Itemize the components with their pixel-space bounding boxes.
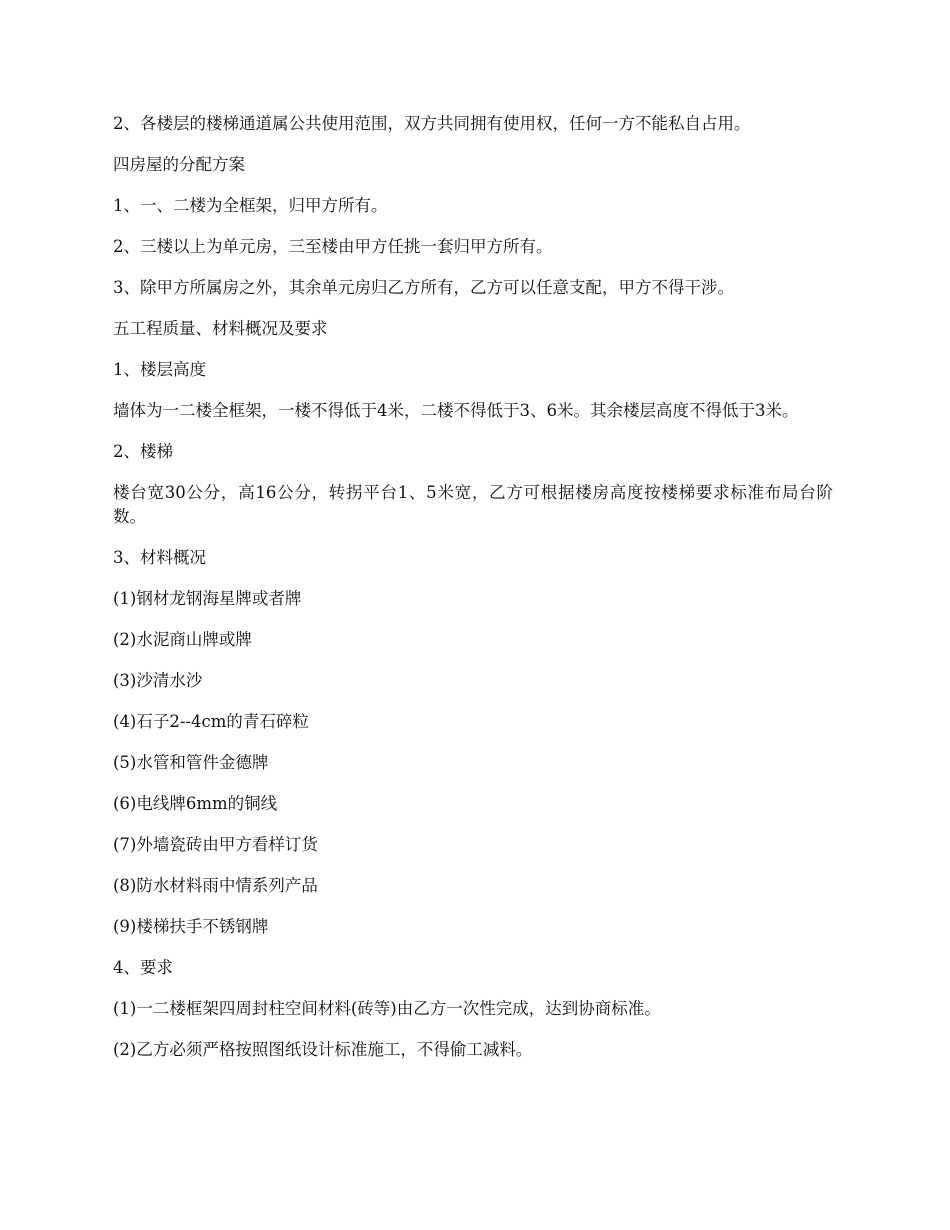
subheading-requirements: 4、要求 (113, 958, 173, 977)
list-item-exterior-tiles: (7)外墙瓷砖由甲方看样订货 (113, 835, 318, 854)
list-item-steel: (1)钢材龙钢海星牌或者牌 (113, 589, 302, 608)
list-item-handrail: (9)楼梯扶手不锈钢牌 (113, 917, 269, 936)
list-item-wiring: (6)电线牌6mm的铜线 (113, 794, 278, 813)
paragraph-floors-one-two: 1、一、二楼为全框架，归甲方所有。 (113, 196, 388, 215)
document-body (113, 112, 833, 1079)
subheading-materials: 3、材料概况 (113, 548, 206, 567)
subheading-stairs: 2、楼梯 (113, 442, 173, 461)
requirement-item-enclosure: (1)一二楼框架四周封柱空间材料(砖等)由乙方一次性完成，达到协商标准。 (113, 999, 661, 1018)
list-item-waterproofing: (8)防水材料雨中情系列产品 (113, 876, 318, 895)
list-item-water-pipes: (5)水管和管件金德牌 (113, 753, 269, 772)
subheading-floor-height: 1、楼层高度 (113, 360, 206, 379)
list-item-gravel: (4)石子2--4cm的青石碎粒 (113, 712, 309, 731)
paragraph-stairs-detail: 楼台宽30公分，高16公分，转拐平台1、5米宽，乙方可根据楼房高度按楼梯要求标准布局台阶数。 (113, 483, 833, 526)
list-item-sand: (3)沙清水沙 (113, 671, 203, 690)
list-item-cement: (2)水泥商山牌或牌 (113, 630, 252, 649)
paragraph-floor-height-detail: 墙体为一二楼全框架，一楼不得低于4米，二楼不得低于3、6米。其余楼层高度不得低于3米。 (113, 401, 799, 420)
section-heading-quality-materials: 五工程质量、材料概况及要求 (113, 319, 328, 338)
requirement-item-construction-standard: (2)乙方必须严格按照图纸设计标准施工，不得偷工减料。 (113, 1040, 533, 1059)
section-heading-housing-allocation: 四房屋的分配方案 (113, 155, 245, 174)
paragraph-stairway-shared-use: 2、各楼层的楼梯通道属公共使用范围，双方共同拥有使用权，任何一方不能私自占用。 (113, 114, 751, 133)
paragraph-remaining-units: 3、除甲方所属房之外，其余单元房归乙方所有，乙方可以任意支配，甲方不得干涉。 (113, 278, 734, 297)
paragraph-floor-three-up: 2、三楼以上为单元房，三至楼由甲方任挑一套归甲方所有。 (113, 237, 553, 256)
